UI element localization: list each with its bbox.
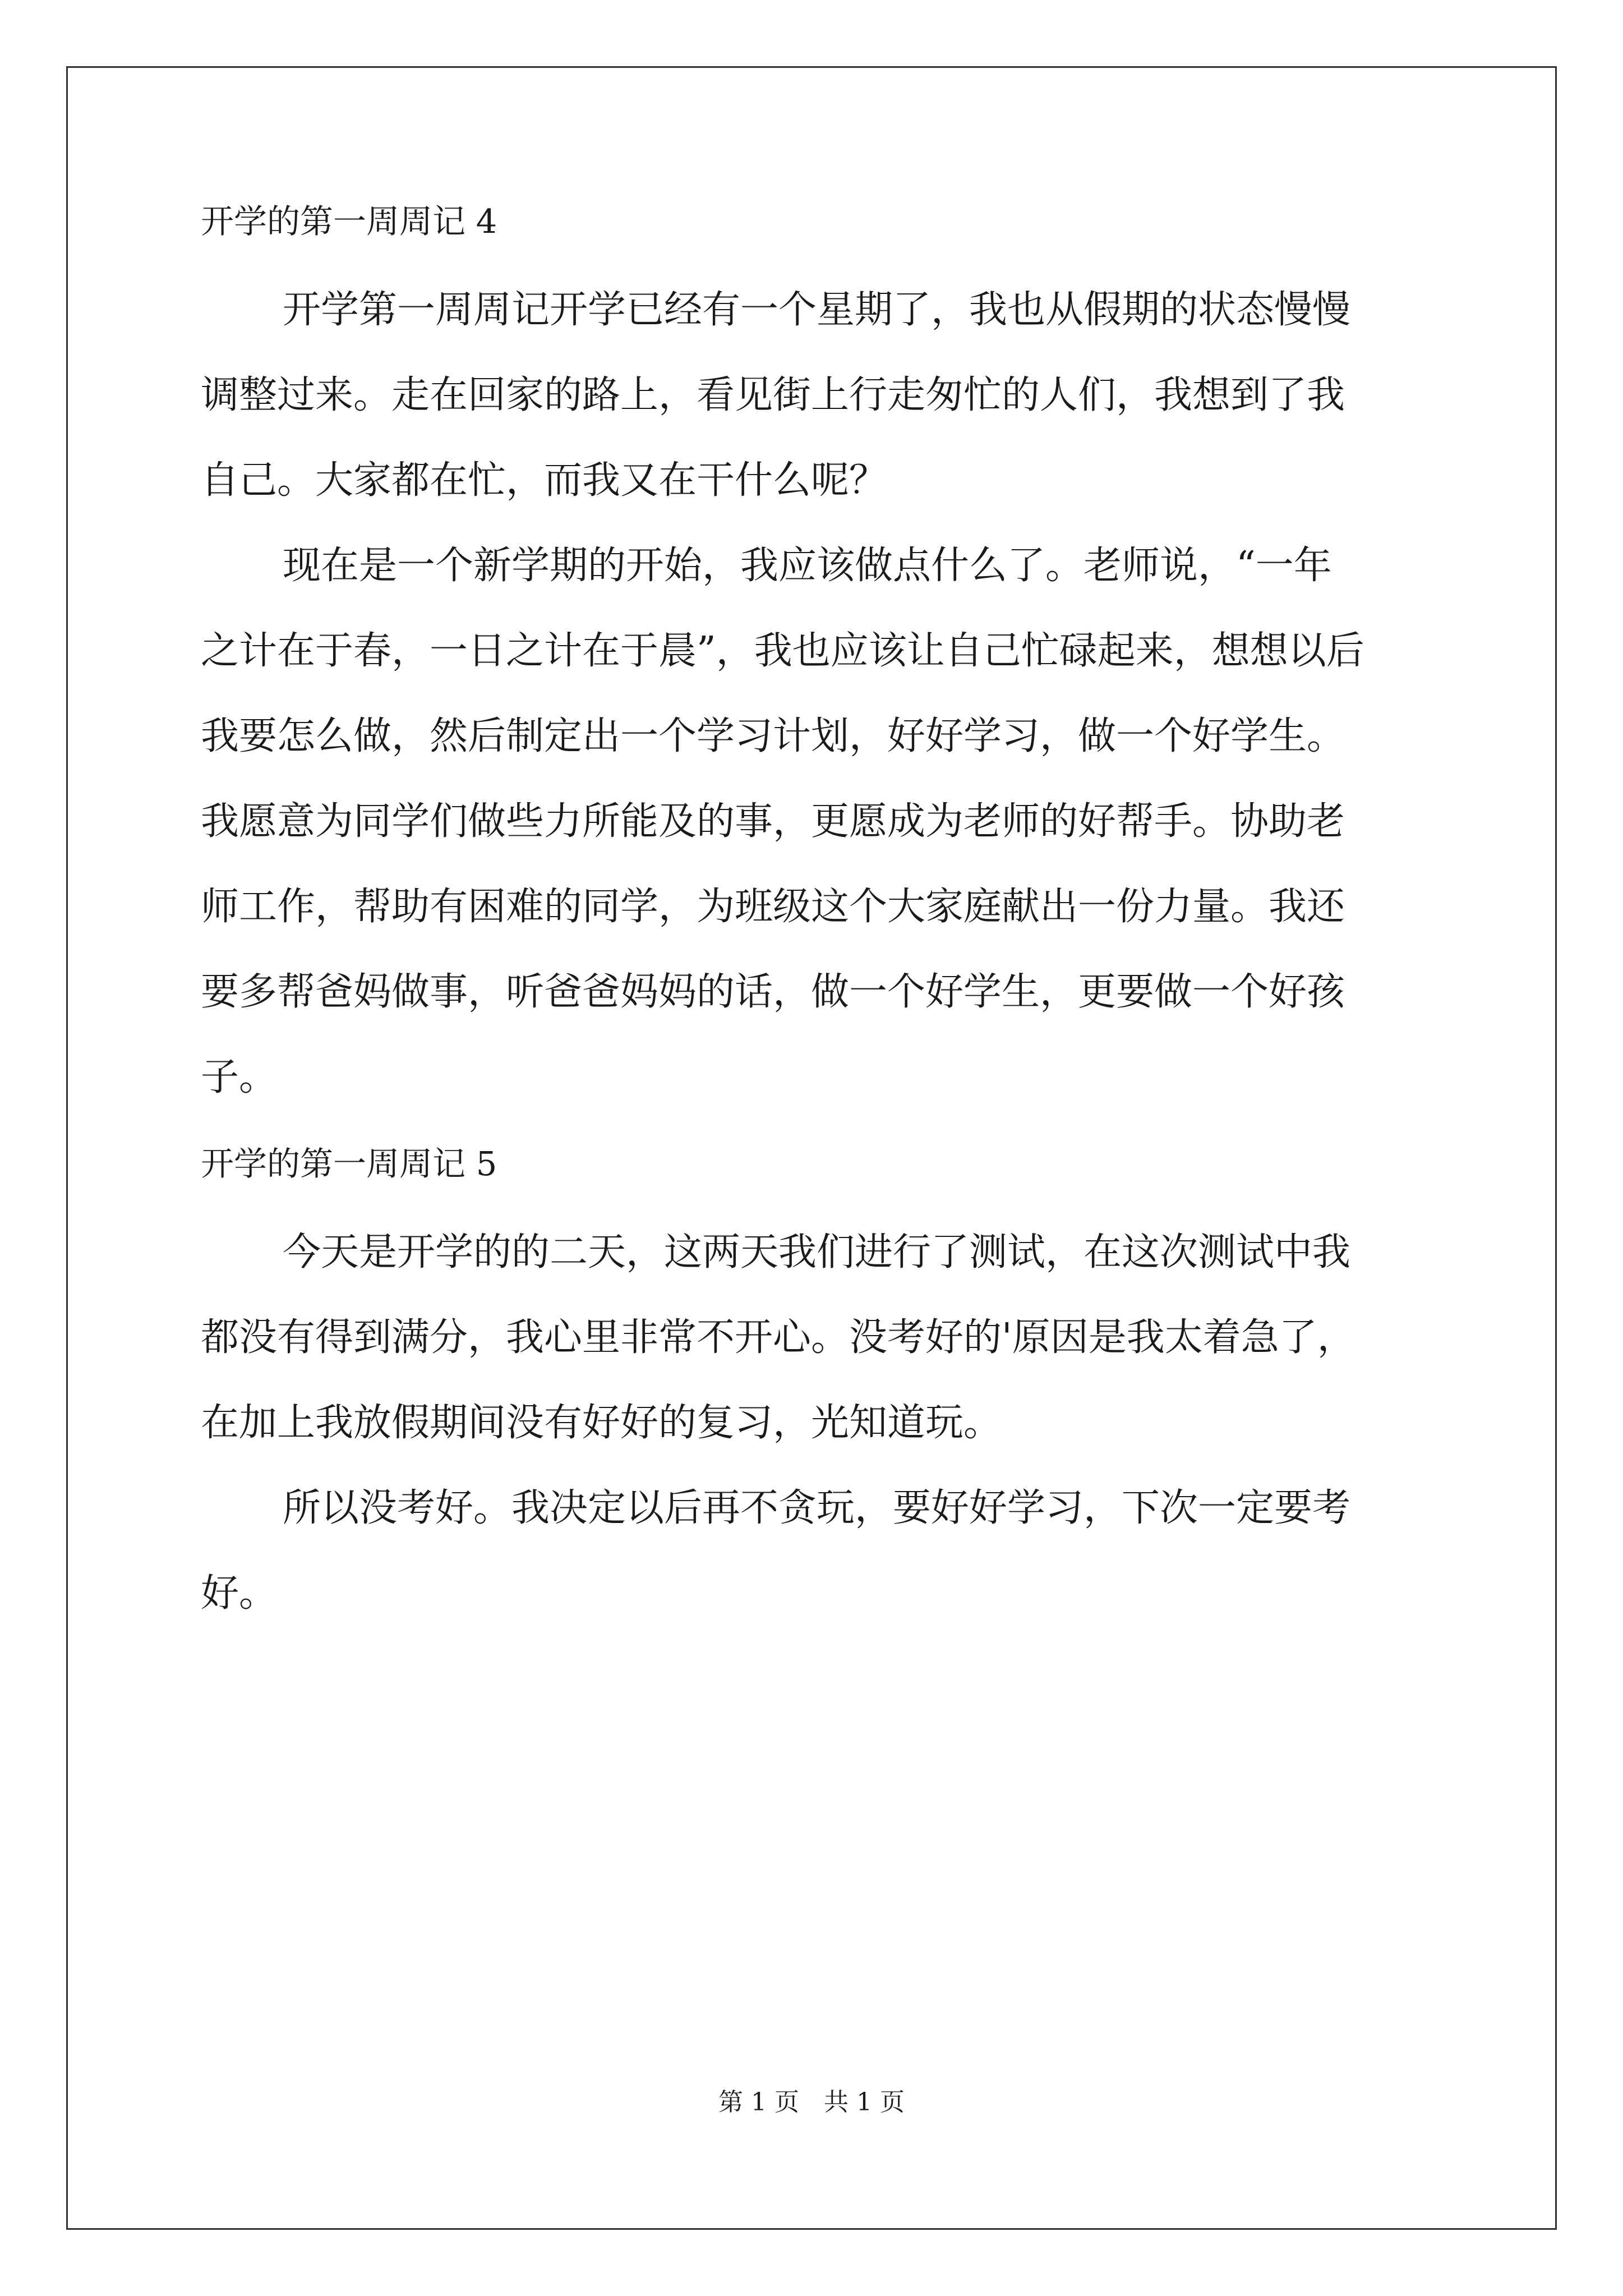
paragraph-line: 我愿意为同学们做些力所能及的事，更愿成为老师的好帮手。协助老 <box>201 799 1345 844</box>
paragraph-line: 在加上我放假期间没有好好的复习，光知道玩。 <box>201 1401 1002 1445</box>
paragraph <box>201 1487 1429 1615</box>
paragraph-line: 师工作，帮助有困难的同学，为班级这个大家庭献出一份力量。我还 <box>201 885 1345 929</box>
paragraph-line: 之计在于春，一日之计在于晨”，我也应该让自己忙碌起来，想想以后 <box>201 629 1364 673</box>
paragraph-line: 我要怎么做，然后制定出一个学习计划，好好学习，做一个好学生。 <box>201 714 1345 758</box>
paragraph-line: 开学第一周周记开学已经有一个星期了，我也从假期的状态慢慢 <box>283 288 1351 332</box>
paragraph-line: 所以没考好。我决定以后再不贪玩，要好好学习，下次一定要考 <box>283 1486 1351 1530</box>
section-heading: 开学的第一周周记 4 <box>201 202 497 241</box>
paragraph-line: 自己。大家都在忙，而我又在干什么呢？ <box>201 458 888 503</box>
paragraph-line: 都没有得到满分，我心里非常不开心。没考好的'原因是我太着急了， <box>201 1315 1355 1360</box>
paragraph <box>201 289 1429 502</box>
paragraph-line: 子。 <box>201 1055 278 1099</box>
paragraph-line: 要多帮爸妈做事，听爸爸妈妈的话，做一个好学生，更要做一个好孩 <box>201 970 1345 1014</box>
paragraph-line: 调整过来。走在回家的路上，看见街上行走匆忙的人们，我想到了我 <box>201 373 1345 417</box>
section-heading: 开学的第一周周记 5 <box>201 1144 497 1183</box>
paragraph-line: 好。 <box>201 1571 278 1616</box>
paragraph-line: 今天是开学的的二天，这两天我们进行了测试，在这次测试中我 <box>283 1230 1351 1274</box>
paragraph <box>201 545 1429 1099</box>
paragraph <box>201 1231 1429 1444</box>
paragraph-line: 现在是一个新学期的开始，我应该做点什么了。老师说，“一年 <box>283 544 1332 588</box>
page-footer: 第 1 页 共 1 页 <box>718 2088 905 2116</box>
document-body <box>201 199 1429 1658</box>
